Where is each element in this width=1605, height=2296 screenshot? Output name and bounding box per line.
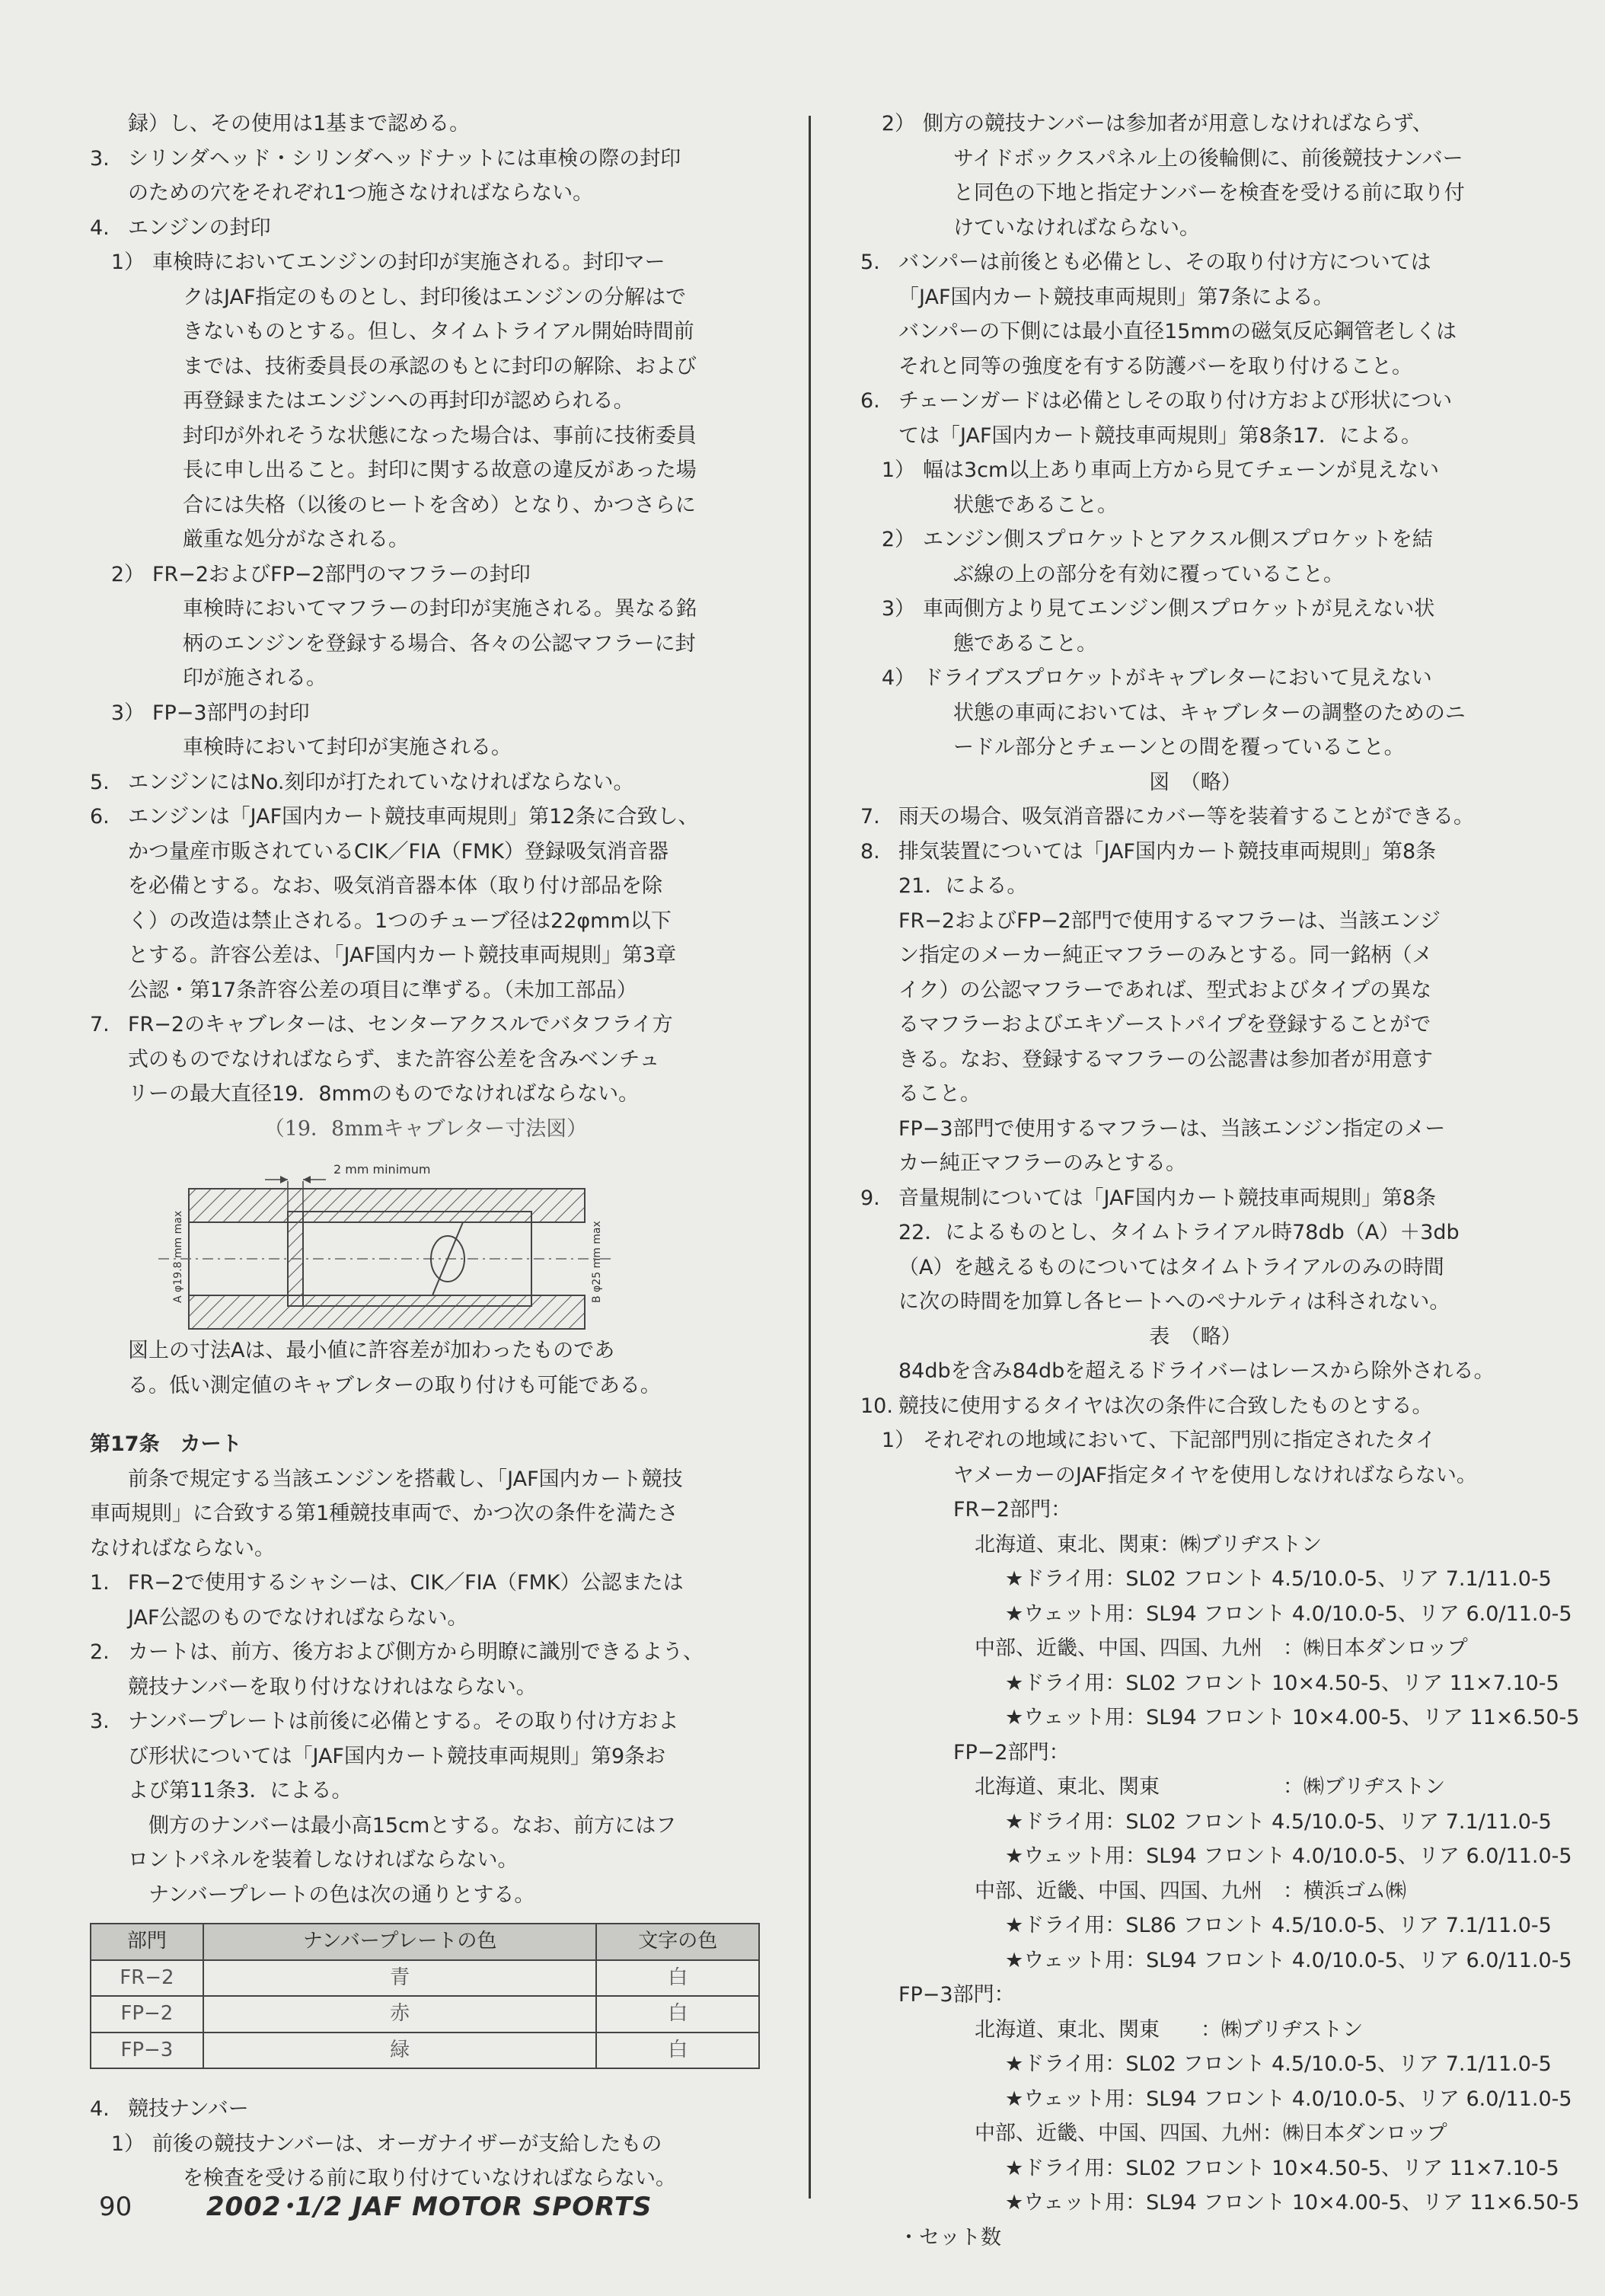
line-text: るマフラーおよびエキゾーストパイプを登録することがで [898, 1013, 1431, 1036]
text-line [90, 453, 761, 488]
text-line [860, 142, 1530, 177]
text-line [90, 1462, 761, 1497]
line-text: けていなければならない。 [953, 216, 1200, 240]
text-line [860, 1562, 1552, 1597]
text-line [90, 1333, 761, 1368]
line-text: 式のものでなければならず、また許容公差を含みベンチュ [128, 1047, 660, 1071]
line-text: 図 （略） [1149, 770, 1242, 794]
line-text: ★ドライ用：SL02 フロント 10×4.50-5、リア 11×7.10-5 [1005, 1671, 1559, 1695]
carburetor-body [158, 1176, 615, 1329]
sub-item-number: 1） [881, 1429, 915, 1452]
text-line [860, 1285, 1530, 1320]
line-text: 「JAF国内カート競技車両規則」第7条による。 [898, 285, 1334, 309]
text-line [90, 973, 761, 1008]
text-line [860, 1389, 1530, 1424]
article-heading: 第17条 カート [90, 1432, 242, 1456]
text-line [90, 1077, 761, 1112]
line-text: 幅は3cm以上あり車両上方から見てチェーンが見えない [923, 458, 1439, 482]
item-number: 3. [90, 1710, 110, 1733]
text-line [860, 315, 1530, 350]
line-text: 競技に使用するタイヤは次の条件に合致したものとする。 [898, 1394, 1433, 1418]
text-line [860, 453, 1530, 488]
line-text: く）の改造は禁止される。1つのチューブ径は22φmm以下 [128, 909, 672, 933]
text-line [90, 938, 761, 973]
page-footer [99, 2186, 653, 2223]
line-text: ★ウェット用：SL94 フロント 4.0/10.0-5、リア 6.0/11.0-5 [1005, 1948, 1572, 1972]
item-number: 5. [90, 770, 110, 794]
text-line [90, 592, 761, 627]
text-line [860, 2116, 1530, 2151]
line-text: 車検時においてマフラーの封印が実施される。異なる銘 [183, 597, 697, 621]
line-text: 態であること。 [953, 631, 1097, 656]
item-number: 10. [860, 1394, 893, 1418]
line-text: 図上の寸法Aは、最小値に許容差が加わったものであ [128, 1339, 615, 1362]
line-text: ヤメーカーのJAF指定タイヤを使用しなければならない。 [953, 1463, 1477, 1487]
text-line [90, 696, 761, 731]
text-line [90, 1739, 761, 1774]
line-text: とする。許容公差は、「JAF国内カート競技車両規則」第3章 [128, 944, 677, 967]
text-line [90, 280, 761, 315]
line-text: FP−3部門で使用するマフラーは、当該エンジン指定のメー [898, 1116, 1446, 1141]
text-line [860, 1736, 1530, 1771]
line-text: 競技ナンバーを取り付けなけれはならない。 [128, 1675, 537, 1699]
left-top-text [90, 107, 761, 1112]
table-cell: FP−2 [91, 1996, 203, 2033]
sub-item-number: 1） [110, 251, 145, 274]
line-text: ★ドライ用：SL02 フロント 4.5/10.0-5、リア 7.1/11.0-5 [1005, 1567, 1552, 1591]
text-line [860, 973, 1530, 1008]
table-row [91, 1996, 759, 2033]
line-text: 車両規則」に合致する第1種競技車両で、かつ次の条件を満たさ [90, 1502, 678, 1525]
line-text: 合には失格（以後のヒートを含め）となり、かつさらに [183, 493, 696, 517]
magazine-title: 2002･1/2 JAF MOTOR SPORTS [206, 2192, 653, 2222]
dimension-label-b: B φ25 mm max [591, 1221, 603, 1303]
text-line [860, 730, 1530, 765]
item-number: 5. [860, 251, 880, 274]
line-text: バンパーの下側には最小直径15mmの磁気反応鋼管老しくは [898, 320, 1457, 343]
item-number: 3. [90, 146, 110, 171]
carburetor-diagram [143, 1151, 630, 1333]
line-text: 21．による。 [898, 874, 1028, 898]
line-text: ナンバープレートは前後に必備とする。その取り付け方およ [128, 1710, 679, 1733]
text-line [90, 1843, 761, 1878]
line-text: エンジンは「JAF国内カート競技車両規則」第12条に合致し、 [128, 805, 699, 829]
line-text: 状態であること。 [953, 493, 1118, 517]
line-text: ★ドライ用：SL02 フロント 4.5/10.0-5、リア 7.1/11.0-5 [1005, 2052, 1552, 2076]
line-text: かつ量産市販されているCIK／FIA（FMK）登録吸気消音器 [128, 839, 669, 864]
text-line [90, 557, 761, 592]
text-line [860, 904, 1530, 939]
sub-item-number: 3） [110, 701, 145, 725]
item-number: 8. [860, 839, 880, 864]
table-cell: 赤 [203, 1996, 597, 2033]
sub-item-number: 2） [881, 528, 915, 551]
line-text: FP−3部門： [898, 1983, 1015, 2007]
line-text: 側方の競技ナンバーは参加者が用意しなければならず、 [923, 112, 1433, 136]
text-line [860, 557, 1530, 592]
text-line [90, 627, 761, 662]
text-line [860, 1874, 1530, 1909]
item-number: 7. [860, 805, 880, 829]
line-text: （A）を越えるものについてはタイムトライアルのみの時間 [898, 1255, 1444, 1279]
table-cell: FP−3 [91, 2033, 203, 2069]
line-text: ードル部分とチェーンとの間を覆っていること。 [953, 736, 1405, 759]
text-line [90, 869, 761, 904]
text-line [90, 350, 761, 385]
text-line [90, 1670, 761, 1705]
text-line [860, 1700, 1580, 1736]
line-text: 公認・第17条許容公差の項目に準ずる。（未加工部品） [128, 978, 637, 1002]
text-line [860, 1423, 1530, 1458]
text-line [860, 1320, 1530, 1355]
line-text: エンジンにはNo.刻印が打たれていなければならない。 [128, 770, 634, 794]
text-line [860, 2047, 1552, 2082]
text-line [860, 280, 1530, 315]
item-number: 6. [860, 389, 880, 413]
text-line [860, 1978, 1530, 2013]
table-row [91, 1960, 759, 1997]
line-text: JAF公認のものでなければならない。 [128, 1605, 468, 1630]
table-header: ナンバープレートの色 [203, 1924, 597, 1960]
line-text: 表 （略） [1149, 1324, 1242, 1349]
line-text: サイドボックスパネル上の後輪側に、前後競技ナンバー [953, 146, 1463, 171]
line-text: ・セット数 [898, 2225, 1001, 2250]
text-line [860, 522, 1530, 557]
line-text: 北海道、東北、関東 ：㈱ブリヂストン [975, 1775, 1446, 1799]
line-text: バンパーは前後とも必備とし、その取り付け方については [898, 251, 1431, 274]
line-text: チェーンガードは必備としその取り付け方および形状につい [898, 389, 1453, 413]
text-line [860, 1528, 1530, 1563]
text-line [860, 869, 1530, 904]
text-line [90, 1704, 761, 1739]
line-text: 北海道、東北、関東：㈱ブリヂストン [975, 1532, 1323, 1557]
text-line [860, 1354, 1530, 1389]
line-text: 中部、近畿、中国、四国、九州 ：横浜ゴム㈱ [975, 1879, 1406, 1903]
text-line [860, 1215, 1530, 1250]
text-line [860, 2186, 1580, 2221]
line-text: イク）の公認マフラーであれば、型式およびタイプの異な [898, 978, 1432, 1002]
line-text: ★ウェット用：SL94 フロント 10×4.00-5、リア 11×6.50-5 [1005, 2191, 1580, 2215]
line-text: きる。なお、登録するマフラーの公認書は参加者が用意す [898, 1047, 1433, 1071]
line-text: FP−3部門の封印 [152, 701, 310, 725]
line-text: ★ウェット用：SL94 フロント 4.0/10.0-5、リア 6.0/11.0-5 [1005, 1844, 1572, 1868]
text-line [860, 1805, 1552, 1840]
item-number: 4. [90, 2097, 110, 2121]
right-column-text [860, 107, 1580, 2255]
text-line [860, 661, 1530, 696]
text-line [860, 1146, 1530, 1181]
sub-item-number: 4） [881, 666, 915, 690]
left-column [90, 107, 761, 2196]
text-line [860, 176, 1530, 211]
line-text: を必備とする。なお、吸気消音器本体（取り付け部品を除 [128, 874, 662, 898]
line-text: を検査を受ける前に取り付けていなければならない。 [183, 2167, 676, 2190]
text-line [860, 627, 1530, 662]
line-text: FR−2およびFP−2部門で使用するマフラーは、当該エンジ [898, 909, 1441, 933]
text-line [860, 350, 1530, 385]
table-header: 部門 [91, 1924, 203, 1960]
table-header-row [91, 1924, 759, 1960]
line-text: 音量規制については「JAF国内カート競技車両規則」第8条 [898, 1186, 1437, 1210]
sub-item-number: 1） [881, 458, 915, 482]
text-line [90, 1496, 761, 1531]
text-line [860, 2151, 1559, 2186]
line-text: 排気装置については「JAF国内カート競技車両規則」第8条 [898, 839, 1437, 864]
table-cell: FR−2 [91, 1960, 203, 1997]
text-line [90, 245, 761, 280]
line-text: カートは、前方、後方および側方から明瞭に識別できるよう、 [128, 1640, 704, 1664]
line-text: 封印が外れそうな状態になった場合は、事前に技術委員 [183, 423, 697, 448]
text-line [860, 800, 1530, 835]
text-line [90, 1601, 761, 1636]
line-text: 再登録またはエンジンへの再封印が認められる。 [183, 389, 634, 413]
line-text: 前後の競技ナンバーは、オーガナイザーが支給したもの [152, 2132, 662, 2156]
text-line [90, 904, 761, 939]
dimension-label-a: A φ19.8 mm max [172, 1210, 184, 1303]
text-line [90, 765, 761, 800]
text-line [860, 1493, 1530, 1528]
text-line [860, 938, 1530, 973]
line-text: それと同等の強度を有する防護バーを取り付けること。 [898, 354, 1412, 378]
text-line [90, 315, 761, 350]
text-line [860, 1458, 1530, 1493]
line-text: ては「JAF国内カート競技車両規則」第8条17．による。 [898, 423, 1422, 448]
text-line [860, 1839, 1572, 1874]
item-number: 2. [90, 1640, 110, 1664]
text-line [860, 1181, 1530, 1216]
text-line [90, 1774, 761, 1809]
line-text: FR−2で使用するシャシーは、CIK／FIA（FMK）公認または [128, 1571, 684, 1595]
text-line [860, 2221, 1530, 2256]
line-text: のための穴をそれぞれ1つ施さなければならない。 [128, 181, 594, 205]
text-line [860, 1112, 1530, 1147]
line-text: カー純正マフラーのみとする。 [898, 1151, 1186, 1175]
sub-item-number: 2） [881, 112, 915, 136]
line-text: ★ウェット用：SL94 フロント 10×4.00-5、リア 11×6.50-5 [1005, 1706, 1580, 1729]
column-divider [809, 116, 811, 2199]
line-text: までは、技術委員長の承認のもとに封印の解除、および [183, 354, 697, 378]
line-text: きないものとする。但し、タイムトライアル開始時間前 [183, 320, 694, 343]
line-text: ること。 [898, 1082, 981, 1106]
text-line [90, 1878, 761, 1913]
line-text: 北海道、東北、関東 ：㈱ブリヂストン [975, 2017, 1364, 2042]
line-text: エンジンの封印 [128, 216, 271, 240]
line-text: ン指定のメーカー純正マフラーのみとする。同一銘柄（メ [898, 944, 1433, 967]
sub-item-number: 1） [110, 2132, 145, 2156]
line-text: 厳重な処分がなされる。 [183, 528, 409, 551]
line-text: 柄のエンジンを登録する場合、各々の公認マフラーに封 [183, 631, 696, 656]
page-number: 90 [99, 2192, 132, 2222]
text-line [860, 2013, 1530, 2048]
text-line [90, 730, 761, 765]
text-line [90, 384, 761, 419]
line-text: ★ウェット用：SL94 フロント 4.0/10.0-5、リア 6.0/11.0-5 [1005, 1601, 1572, 1626]
table-cell: 白 [596, 1960, 759, 1997]
text-line [860, 1077, 1530, 1112]
line-text: 状態の車両においては、キャブレターの調整のためのニ [953, 701, 1466, 725]
table-cell: 青 [203, 1960, 597, 1997]
line-text: 車両側方より見てエンジン側スプロケットが見えない状 [923, 597, 1435, 621]
text-line [860, 419, 1530, 454]
text-line [860, 211, 1530, 246]
text-line [90, 2127, 761, 2162]
line-text: FR−2部門： [953, 1498, 1072, 1522]
text-line [90, 1043, 761, 1078]
line-text: 雨天の場合、吸気消音器にカバー等を装着することができる。 [898, 805, 1474, 829]
line-text: ★ドライ用：SL86 フロント 4.5/10.0-5、リア 7.1/11.0-5 [1005, 1914, 1552, 1937]
line-text: シリンダヘッド・シリンダヘッドナットには車検の際の封印 [128, 146, 681, 171]
text-line [90, 800, 761, 835]
text-line [860, 245, 1530, 280]
text-line [860, 488, 1530, 523]
table-header: 文字の色 [596, 1924, 759, 1960]
line-text: 中部、近畿、中国、四国、九州：㈱日本ダンロップ [975, 2122, 1447, 2145]
text-line [90, 488, 761, 523]
line-text: 84dbを含み84dbを超えるドライバーはレースから除外される。 [898, 1359, 1495, 1383]
text-line [860, 1250, 1530, 1285]
text-line [90, 1007, 761, 1043]
text-line [860, 1007, 1530, 1043]
line-text: 印が施される。 [183, 666, 327, 690]
number-plate-color-table [90, 1923, 760, 2069]
line-text: 側方のナンバーは最小高15cmとする。なお、前方にはフ [128, 1813, 677, 1838]
table-row [91, 2033, 759, 2069]
text-line [860, 696, 1530, 731]
text-line [90, 142, 761, 177]
line-text: 車検時において封印が実施される。 [183, 736, 512, 759]
text-line [90, 1809, 761, 1844]
line-text: ★ドライ用：SL02 フロント 10×4.50-5、リア 11×7.10-5 [1005, 2156, 1559, 2180]
line-text: に次の時間を加算し各ヒートへのペナルティは科されない。 [898, 1290, 1450, 1314]
line-text: FR−2およびFP−2部門のマフラーの封印 [152, 562, 531, 586]
text-line [860, 1770, 1530, 1805]
line-text: ★ウェット用：SL94 フロント 4.0/10.0-5、リア 6.0/11.0-5 [1005, 2087, 1572, 2111]
line-text: エンジン側スプロケットとアクスル側スプロケットを結 [923, 528, 1433, 551]
text-line [860, 1631, 1530, 1666]
item-number: 6. [90, 805, 110, 829]
line-text: ★ドライ用：SL02 フロント 4.5/10.0-5、リア 7.1/11.0-5 [1005, 1809, 1552, 1834]
text-line [860, 1666, 1559, 1701]
right-column [860, 107, 1580, 2255]
article-text [90, 1462, 761, 1913]
line-text: リーの最大直径19．8mmのものでなければならない。 [128, 1082, 640, 1106]
dimension-label-top: 2 mm minimum [333, 1162, 431, 1177]
table-cell: 白 [596, 2033, 759, 2069]
figure-caption: （19．8mmキャブレター寸法図） [263, 1116, 588, 1141]
text-line [860, 2082, 1572, 2117]
text-line [860, 835, 1530, 870]
text-line [90, 419, 761, 454]
text-line [90, 522, 761, 557]
line-text: 22．によるものとし、タイムトライアル時78db（A）＋3db [898, 1221, 1460, 1244]
line-text: る。低い測定値のキャブレターの取り付けも可能である。 [128, 1373, 661, 1397]
figure-note [90, 1333, 761, 1403]
line-text: と同色の下地と指定ナンバーを検査を受ける前に取り付 [953, 181, 1465, 205]
text-line [90, 176, 761, 211]
text-line [90, 1368, 761, 1403]
line-text: クはJAF指定のものとし、封印後はエンジンの分解はで [183, 285, 687, 309]
line-text: FP−2部門： [953, 1740, 1070, 1764]
line-text: FR−2のキャブレターは、センターアクスルでバタフライ方 [128, 1013, 673, 1036]
line-text: ぶ線の上の部分を有効に覆っていること。 [953, 562, 1344, 586]
text-line [860, 1908, 1552, 1943]
line-text: 長に申し出ること。封印に関する故意の違反があった場 [183, 458, 697, 482]
line-text: なければならない。 [90, 1536, 275, 1560]
line-text: 中部、近畿、中国、四国、九州 ：㈱日本ダンロップ [975, 1637, 1468, 1660]
item-number: 9. [860, 1186, 880, 1210]
sub-item-number: 3） [881, 597, 915, 621]
line-text: ナンバープレートの色は次の通りとする。 [128, 1882, 535, 1907]
text-line [90, 1566, 761, 1601]
line-text: び形状については「JAF国内カート競技車両規則」第9条お [128, 1744, 666, 1768]
sub-item-number: 2） [110, 562, 145, 586]
line-text: ドライブスプロケットがキャブレターにおいて見えない [923, 666, 1432, 690]
text-line [860, 1943, 1572, 1978]
text-line [860, 592, 1530, 627]
text-line [90, 1635, 761, 1670]
text-line [90, 2092, 761, 2127]
text-line [90, 835, 761, 870]
line-text: 録）し、その使用は1基まで認める。 [128, 112, 471, 136]
text-line [860, 107, 1530, 142]
item-number: 1. [90, 1571, 110, 1595]
item-number: 7. [90, 1013, 110, 1036]
text-line [90, 211, 761, 246]
left-bottom-text [90, 2092, 761, 2196]
line-text: 車検時においてエンジンの封印が実施される。封印マー [152, 251, 665, 274]
line-text: ロントパネルを装着しなければならない。 [128, 1848, 519, 1872]
text-line [90, 1531, 761, 1566]
item-number: 4. [90, 216, 110, 240]
line-text: 前条で規定する当該エンジンを搭載し、「JAF国内カート競技 [128, 1467, 683, 1491]
text-line [860, 1597, 1572, 1632]
text-line [90, 661, 761, 696]
table-cell: 白 [596, 1996, 759, 2033]
text-line [860, 1043, 1530, 1078]
line-text: 競技ナンバー [128, 2097, 249, 2121]
line-text: それぞれの地域において、下記部門別に指定されたタイ [923, 1429, 1436, 1452]
line-text: よび第11条3．による。 [128, 1779, 353, 1803]
table-cell: 緑 [203, 2033, 597, 2069]
text-line [860, 384, 1530, 419]
text-line [90, 107, 761, 142]
text-line [860, 765, 1530, 800]
